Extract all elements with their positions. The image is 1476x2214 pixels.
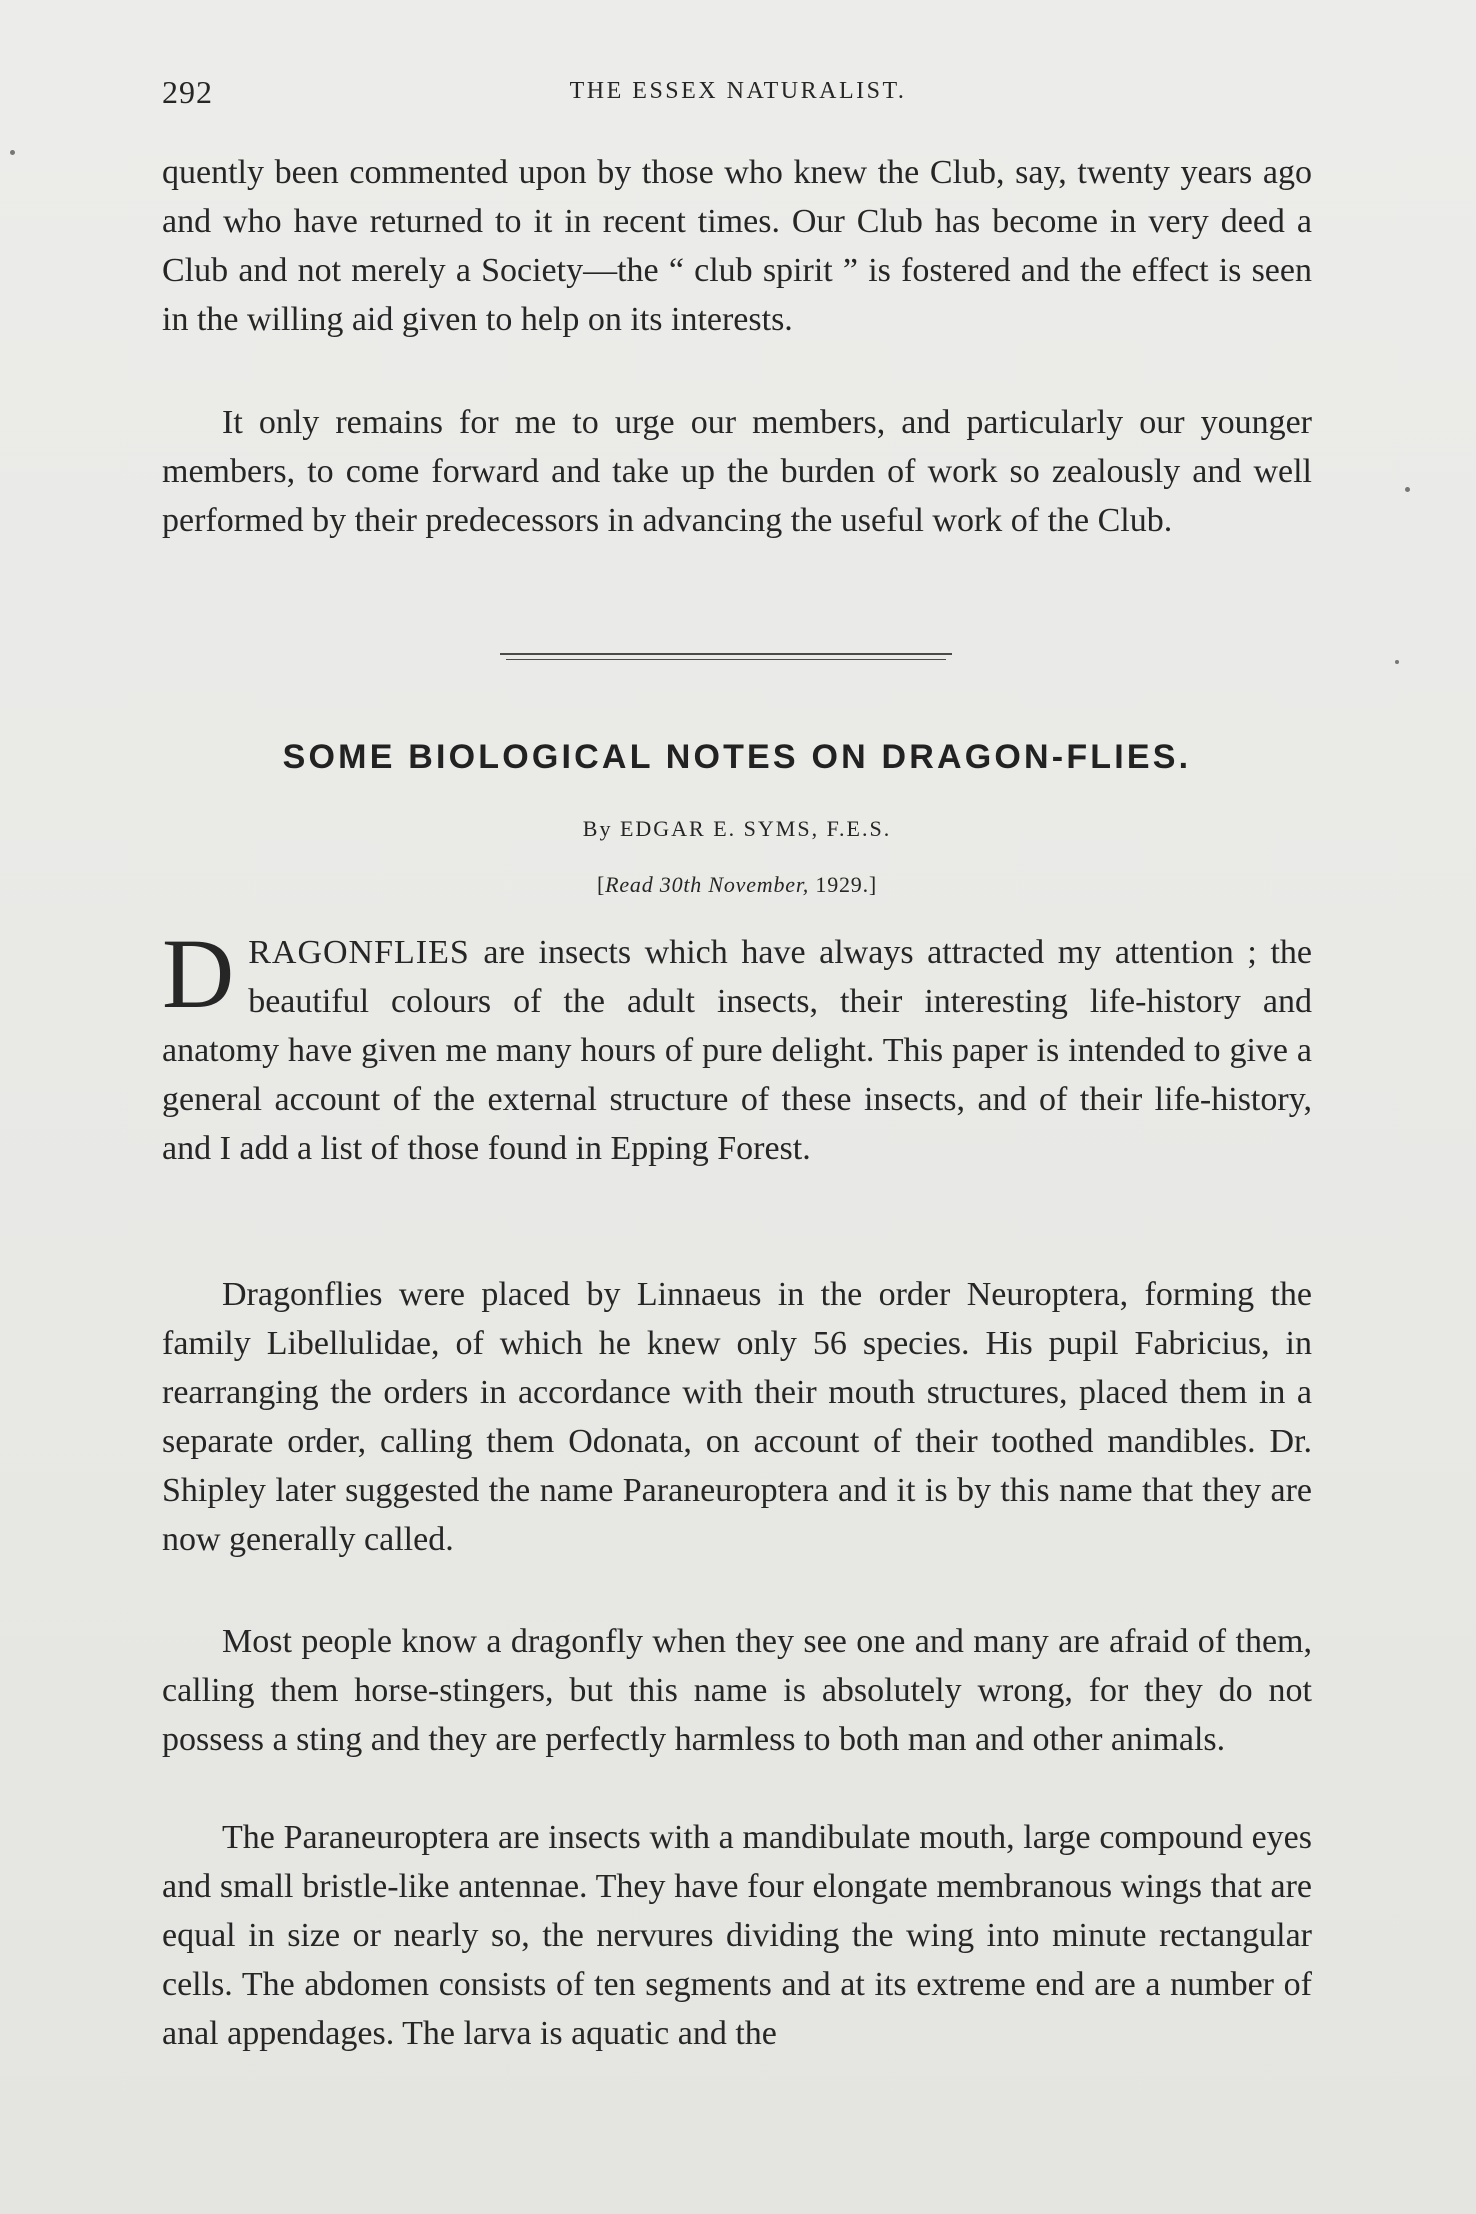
paper-speck [1405,487,1410,492]
paper-speck [1395,660,1399,664]
paragraph-text: Most people know a dragonfly when they see one and many are afraid of them, calling them horse-stingers, but this name is absolutely wrong, for they do not possess a sting and they are perfectly harmless to both man and other animals. [162,1623,1312,1758]
first-word-caps: RAGONFLIES [248,934,470,971]
article-paragraph-2 [162,1270,1312,1564]
divider-line [500,653,952,655]
read-date-year: 1929. [815,872,869,897]
paragraph-text: The Paraneuroptera are insects with a mandibulate mouth, large compound eyes and small bristle-like antennae. They have four elongate membranous wings that are equal in size or nearly so, the nervures dividing the wing into minute rectangular cells. The abdomen consists of ten segments and at its extreme end are a number of anal appendages. The larva is aquatic and the [162,1819,1312,2052]
page-header [162,74,1314,114]
read-date-italic: Read 30th November, [605,872,810,897]
article-title: SOME BIOLOGICAL NOTES ON DRAGON-FLIES. [282,738,1192,776]
previous-section-paragraph-1 [162,148,1312,344]
paragraph-text: quently been commented upon by those who knew the Club, say, twenty years ago and who have returned to it in recent times. Our Club has become in very deed a Club and not merely a Society—the “ club spirit ” is fostered and the effect is seen in the willing aid given to help on its interests. [162,154,1312,338]
divider-line [506,659,946,660]
section-divider [500,651,952,665]
drop-cap: D [162,918,235,1029]
read-date-note: [Read 30th November, 1929.] [596,872,878,897]
paper-speck [10,150,15,155]
article-byline: By EDGAR E. SYMS, F.E.S. [582,816,892,841]
paragraph-text: It only remains for me to urge our members, and particularly our younger members, to come forward and take up the burden of work so zealously and well performed by their predecessors in advancing the useful work of the Club. [162,404,1312,539]
opening-paragraph [162,918,1312,1173]
article-paragraph-4 [162,1813,1312,2058]
paragraph-text: Dragonflies were placed by Linnaeus in the order Neuroptera, forming the family Libellulidae, of which he knew only 56 species. His pupil Fabricius, in rearranging the orders in accordance with their mouth structures, placed them in a separate order, calling them Odonata, on account of their toothed mandibles. Dr. Shipley later suggested the name Paraneuroptera and it is by this name that they are now generally called. [162,1276,1312,1558]
running-head: THE ESSEX NATURALIST. [569,78,907,104]
previous-section-paragraph-2 [162,398,1312,545]
page-number: 292 [162,74,213,110]
paragraph-text: are insects which have always attracted my attention ; the beautiful colours of the adult insects, their interesting life-history and anatomy have given me many hours of pure delight. This paper is intended to give a general account of the external structure of these insects, and of their life-history, and I add a list of those found in Epping Forest. [162,934,1312,1167]
article-paragraph-3 [162,1617,1312,1764]
article-paragraph-1 [162,918,1312,1173]
